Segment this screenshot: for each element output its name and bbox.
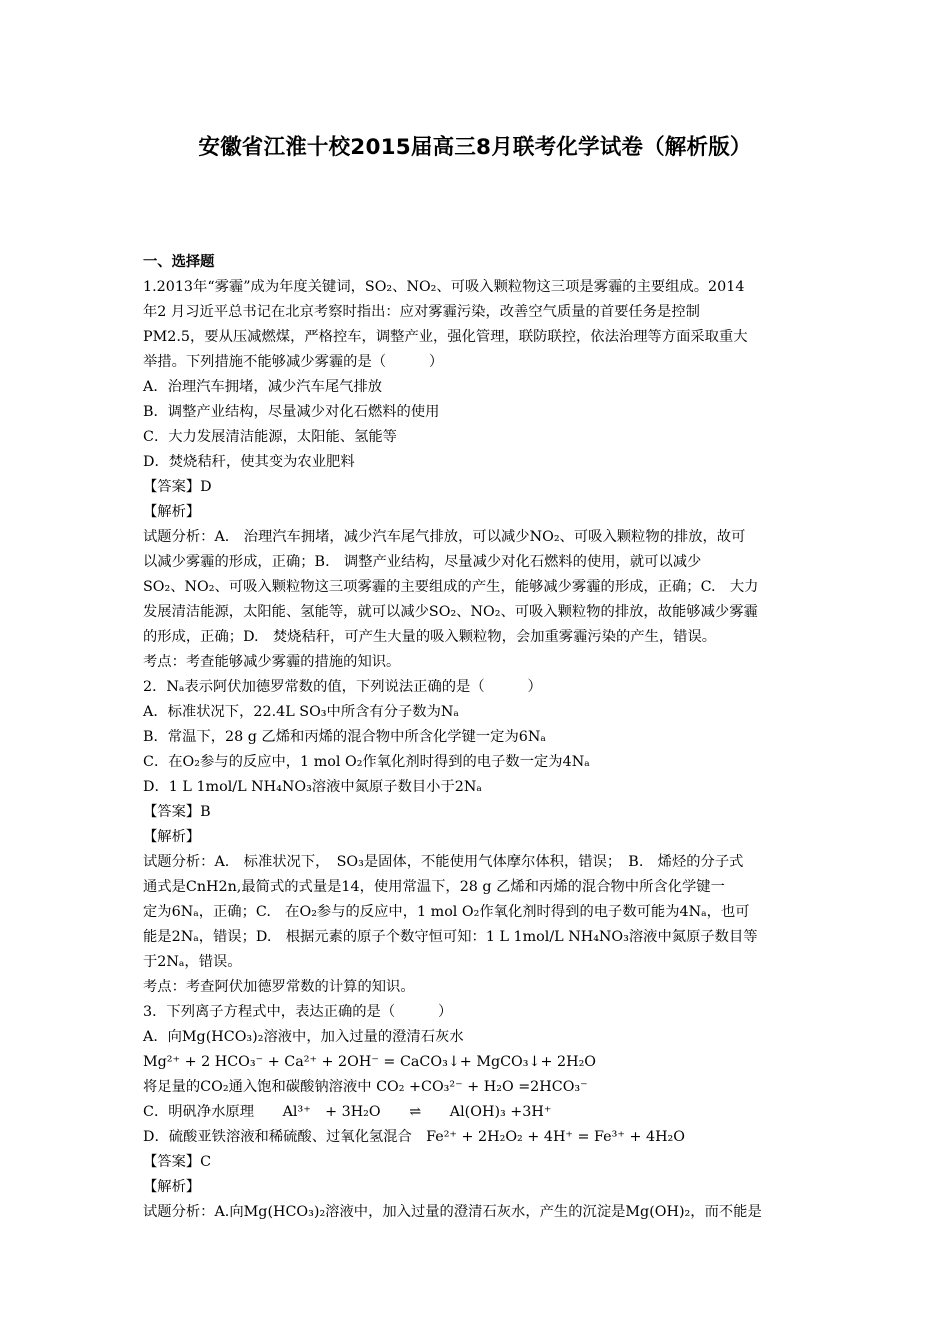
q1-analysis-line-3: SO₂、NO₂、可吸入颗粒物这三项雾霾的主要组成的产生，能够减少雾霾的形成，正确；C. 大力	[143, 579, 759, 595]
q3-option-a-equation: Mg²⁺ + 2 HCO₃⁻ + Ca²⁺ + 2OH⁻ = CaCO₃↓+ MgCO₃↓+ 2H₂O	[143, 1054, 597, 1070]
q2-key-point: 考点：考查阿伏加德罗常数的计算的知识。	[143, 979, 415, 995]
q2-analysis-line-4: 能是2Nₐ，错误；D. 根据元素的原子个数守恒可知：1 L 1mol/L NH₄NO₃溶液中氮原子数目等	[143, 929, 758, 945]
q3-answer: 【答案】C	[143, 1154, 212, 1170]
q2-stem: 2．Nₐ表示阿伏加德罗常数的值，下列说法正确的是（ ）	[143, 679, 542, 695]
q1-analysis-line-5: 的形成，正确；D. 焚烧秸秆，可产生大量的吸入颗粒物，会加重雾霾污染的产生，错误。	[143, 629, 717, 645]
q2-analysis-heading: 【解析】	[143, 829, 201, 845]
q1-stem-line-4: 举措。下列措施不能够减少雾霾的是（ ）	[143, 354, 444, 370]
q3-analysis-heading: 【解析】	[143, 1179, 201, 1195]
q1-analysis-line-1: 试题分析：A. 治理汽车拥堵，减少汽车尾气排放，可以减少NO₂、可吸入颗粒物的排放，故可	[143, 529, 746, 545]
document-title: 安徽省江淮十校2015届高三8月联考化学试卷（解析版）	[198, 135, 752, 160]
q2-option-d: D．1 L 1mol/L NH₄NO₃溶液中氮原子数目小于2Nₐ	[143, 779, 482, 795]
section-heading: 一、选择题	[143, 254, 215, 270]
q3-stem: 3．下列离子方程式中，表达正确的是（ ）	[143, 1004, 453, 1020]
q1-option-d: D．焚烧秸秆，使其变为农业肥料	[143, 454, 355, 470]
q1-option-a: A．治理汽车拥堵，减少汽车尾气排放	[143, 379, 383, 395]
q1-option-b: B．调整产业结构，尽量减少对化石燃料的使用	[143, 404, 440, 420]
q2-option-b: B．常温下，28 g 乙烯和丙烯的混合物中所含化学键一定为6Nₐ	[143, 729, 546, 745]
q2-option-c: C．在O₂参与的反应中，1 mol O₂作氧化剂时得到的电子数一定为4Nₐ	[143, 754, 590, 770]
q3-option-c: C．明矾净水原理 Al³⁺ + 3H₂O ⇌ Al(OH)₃ +3H⁺	[143, 1104, 552, 1120]
q1-analysis-line-2: 以减少雾霾的形成，正确；B. 调整产业结构，尽量减少对化石燃料的使用，就可以减少	[143, 554, 702, 570]
q3-analysis-line-1: 试题分析：A.向Mg(HCO₃)₂溶液中，加入过量的澄清石灰水，产生的沉淀是Mg(OH)₂，而不能是	[143, 1204, 762, 1220]
q2-answer: 【答案】B	[143, 804, 211, 820]
q1-key-point: 考点：考查能够减少雾霾的措施的知识。	[143, 654, 401, 670]
q2-analysis-line-3: 定为6Nₐ，正确；C. 在O₂参与的反应中，1 mol O₂作氧化剂时得到的电子数可能为4Nₐ，也可	[143, 904, 750, 920]
q3-option-d: D．硫酸亚铁溶液和稀硫酸、过氧化氢混合 Fe²⁺ + 2H₂O₂ + 4H⁺ = Fe³⁺ + 4H₂O	[143, 1129, 686, 1145]
q1-stem-line-2: 年2 月习近平总书记在北京考察时指出：应对雾霾污染，改善空气质量的首要任务是控制	[143, 304, 700, 320]
q1-analysis-heading: 【解析】	[143, 504, 201, 520]
q1-stem-line-1: 1.2013年“雾霾”成为年度关键词，SO₂、NO₂、可吸入颗粒物这三项是雾霾的主要组成。2014	[143, 279, 745, 295]
q2-analysis-line-2: 通式是CnH2n,最简式的式量是14，使用常温下，28 g 乙烯和丙烯的混合物中所含化学键一	[143, 879, 725, 895]
q2-option-a: A．标准状况下，22.4L SO₃中所含有分子数为Nₐ	[143, 704, 459, 720]
q3-option-a: A．向Mg(HCO₃)₂溶液中，加入过量的澄清石灰水	[143, 1029, 464, 1045]
q1-answer: 【答案】D	[143, 479, 212, 495]
document-body	[143, 250, 811, 1225]
q3-option-b-equation: 将足量的CO₂通入饱和碳酸钠溶液中 CO₂ +CO₃²⁻ + H₂O =2HCO₃⁻	[143, 1079, 588, 1095]
q2-analysis-line-1: 试题分析：A. 标准状况下， SO₃是固体，不能使用气体摩尔体积，错误； B. 烯烃的分子式	[143, 854, 744, 870]
q1-option-c: C．大力发展清洁能源，太阳能、氢能等	[143, 429, 397, 445]
q1-stem-line-3: PM2.5，要从压减燃煤，严格控车，调整产业，强化管理，联防联控，依法治理等方面采取重大	[143, 329, 748, 345]
q2-analysis-line-5: 于2Nₐ，错误。	[143, 954, 242, 970]
q1-analysis-line-4: 发展清洁能源，太阳能、氢能等，就可以减少SO₂、NO₂、可吸入颗粒物的排放，故能够减少雾霾	[143, 604, 758, 620]
